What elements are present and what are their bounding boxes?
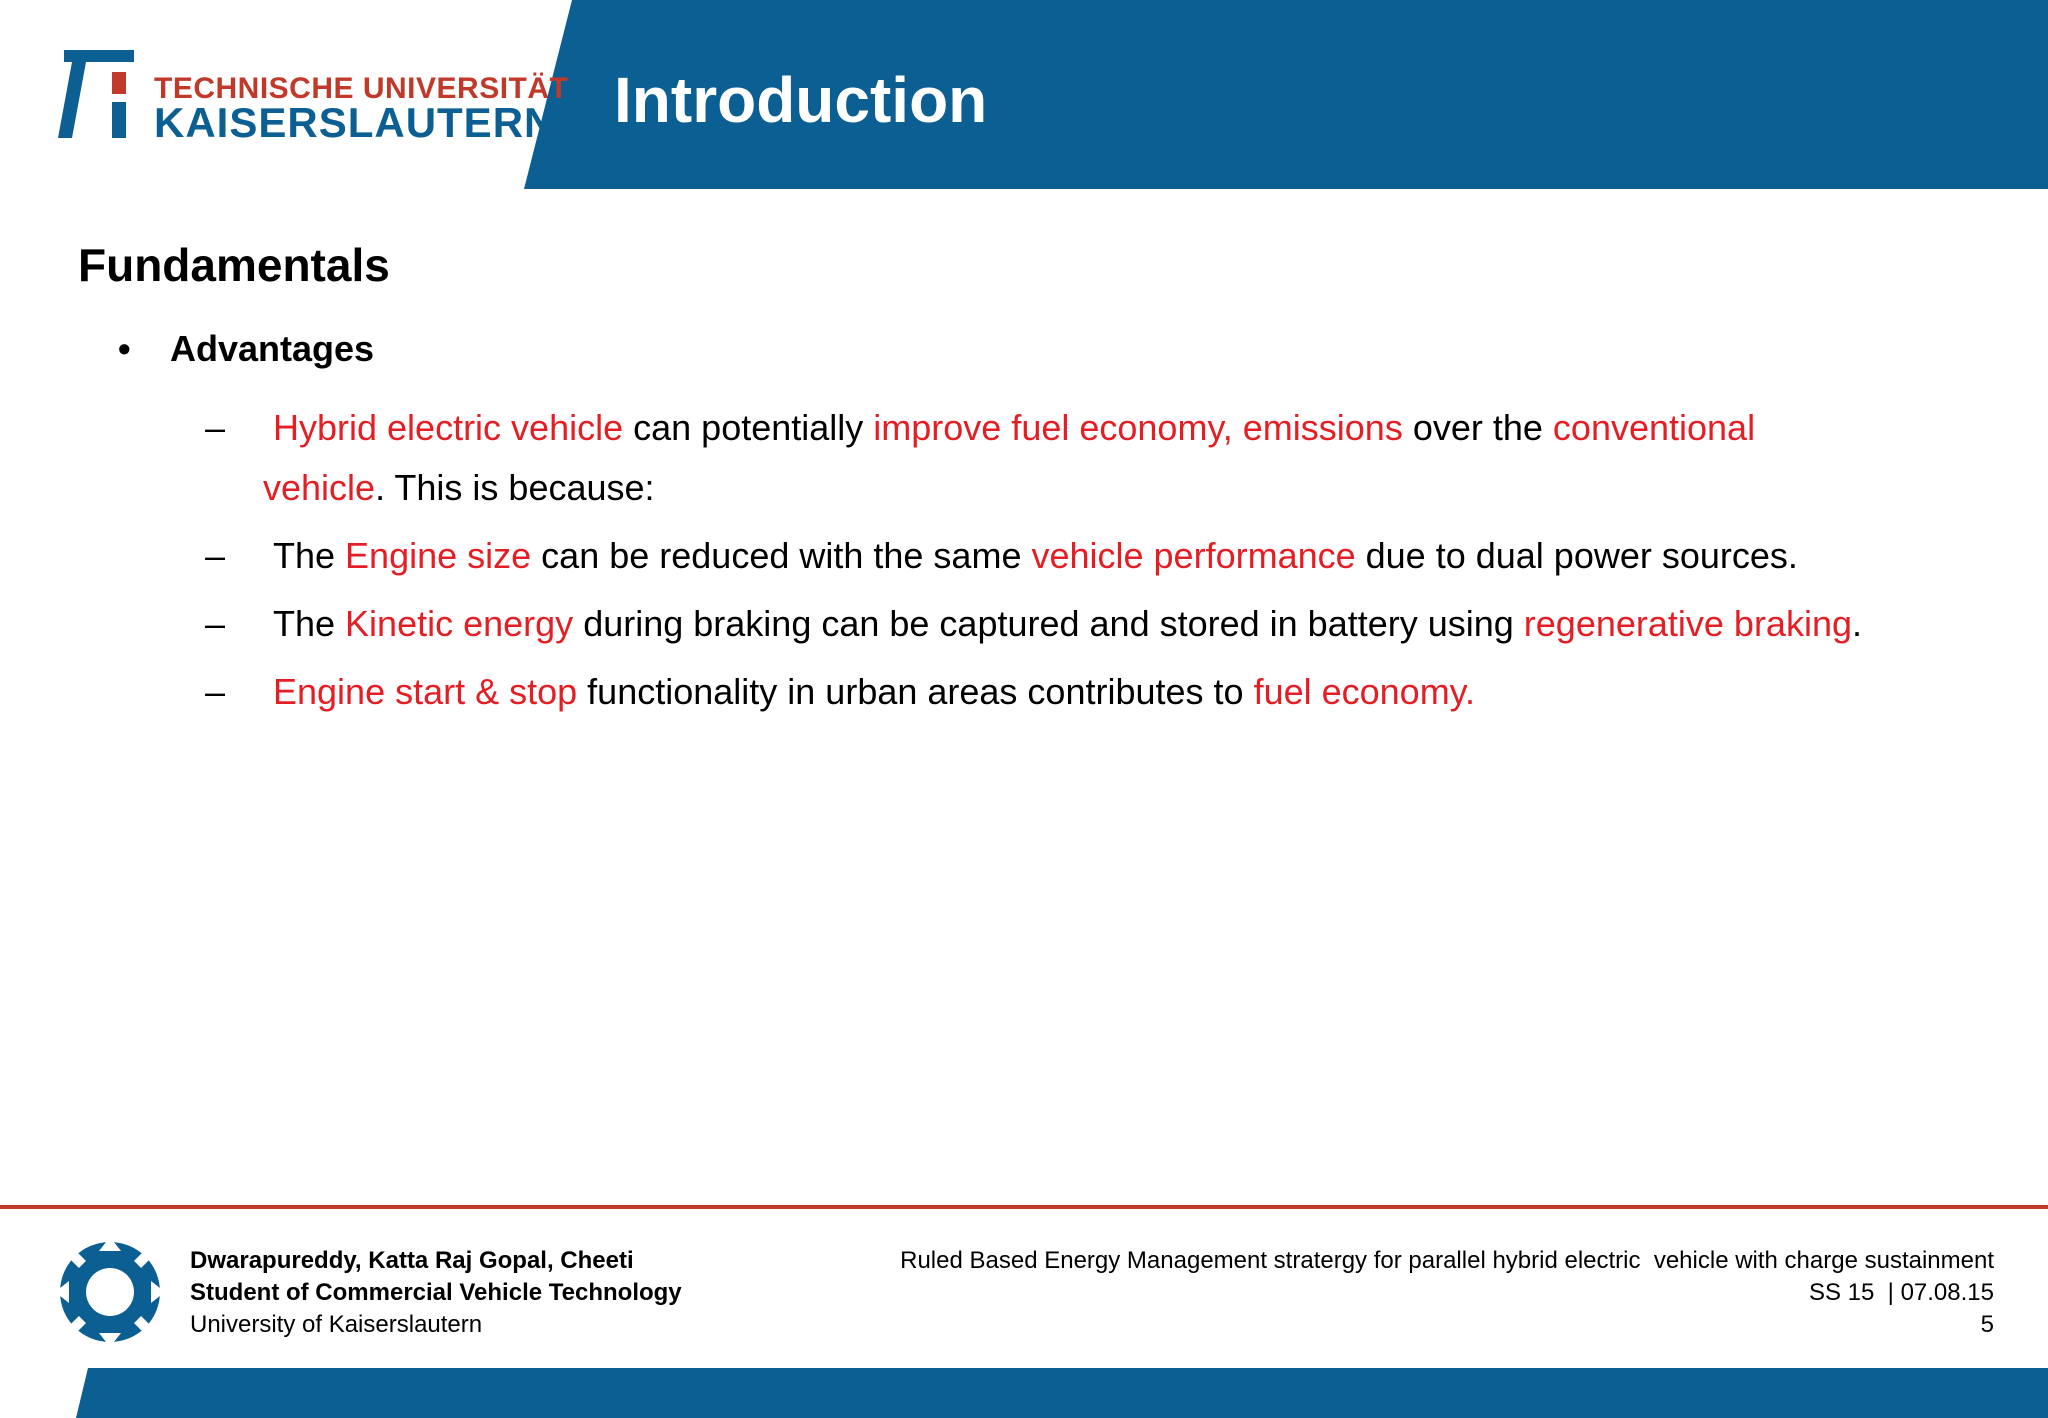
- bottom-band: [0, 1368, 2048, 1418]
- highlight-text: vehicle performance: [1031, 535, 1356, 576]
- plain-text: functionality in urban areas contributes to: [577, 671, 1254, 712]
- list-item-text: [273, 662, 1993, 722]
- highlight-text: Hybrid electric vehicle: [273, 407, 624, 448]
- plain-text: The: [273, 535, 346, 576]
- bullet-dot-icon: •: [118, 328, 131, 369]
- list-item-text: [273, 398, 1993, 458]
- highlight-text: Engine start & stop: [273, 671, 578, 712]
- logo-text-university: TECHNISCHE UNIVERSITÄT: [154, 72, 569, 105]
- section-heading: Fundamentals: [78, 239, 390, 291]
- highlight-text: regenerative braking: [1523, 603, 1852, 644]
- plain-text: The: [273, 603, 346, 644]
- highlight-text: fuel economy.: [1253, 671, 1476, 712]
- list-item-text: [273, 526, 1993, 586]
- footer-authors: Dwarapureddy, Katta Raj Gopal, Cheeti: [190, 1247, 634, 1274]
- plain-text: . This is because:: [375, 467, 655, 508]
- plain-text: over the: [1402, 407, 1553, 448]
- plain-text: during braking can be captured and stored in battery using: [573, 603, 1524, 644]
- slide-title: Introduction: [614, 64, 988, 136]
- highlight-text: improve fuel economy, emissions: [873, 407, 1403, 448]
- footer-institution: University of Kaiserslautern: [190, 1311, 483, 1338]
- highlight-text: Engine size: [345, 535, 532, 576]
- plain-text: due to dual power sources.: [1355, 535, 1798, 576]
- footer-page-number: 5: [1980, 1311, 1994, 1338]
- footer-term-date: SS 15 | 07.08.15: [1808, 1279, 1994, 1306]
- plain-text: can potentially: [623, 407, 874, 448]
- dash-marker: –: [205, 407, 226, 448]
- dash-marker: –: [205, 603, 226, 644]
- highlight-text: vehicle: [263, 467, 376, 508]
- footer-author-block: [190, 1245, 682, 1341]
- university-logo-mark-icon: [56, 48, 146, 140]
- footer-role: Student of Commercial Vehicle Technology: [190, 1279, 682, 1306]
- university-logo: [56, 48, 569, 148]
- footer-divider: [0, 1205, 2048, 1209]
- highlight-text: Kinetic energy: [345, 603, 574, 644]
- plain-text: .: [1852, 603, 1863, 644]
- plain-text: can be reduced with the same: [531, 535, 1032, 576]
- highlight-text: conventional: [1552, 407, 1756, 448]
- list-item-text-continued: [263, 458, 655, 518]
- list-item-text: [273, 594, 1993, 654]
- dash-marker: –: [205, 671, 226, 712]
- logo-text-city: KAISERSLAUTERN: [154, 99, 556, 146]
- footer-info-block: [900, 1245, 1994, 1341]
- bullet-label: Advantages: [170, 328, 375, 369]
- cycle-logo-icon: [55, 1237, 165, 1347]
- dash-marker: –: [205, 535, 226, 576]
- footer-talk-title: Ruled Based Energy Management stratergy for parallel hybrid electric vehicle with charge sustainment: [900, 1247, 1994, 1274]
